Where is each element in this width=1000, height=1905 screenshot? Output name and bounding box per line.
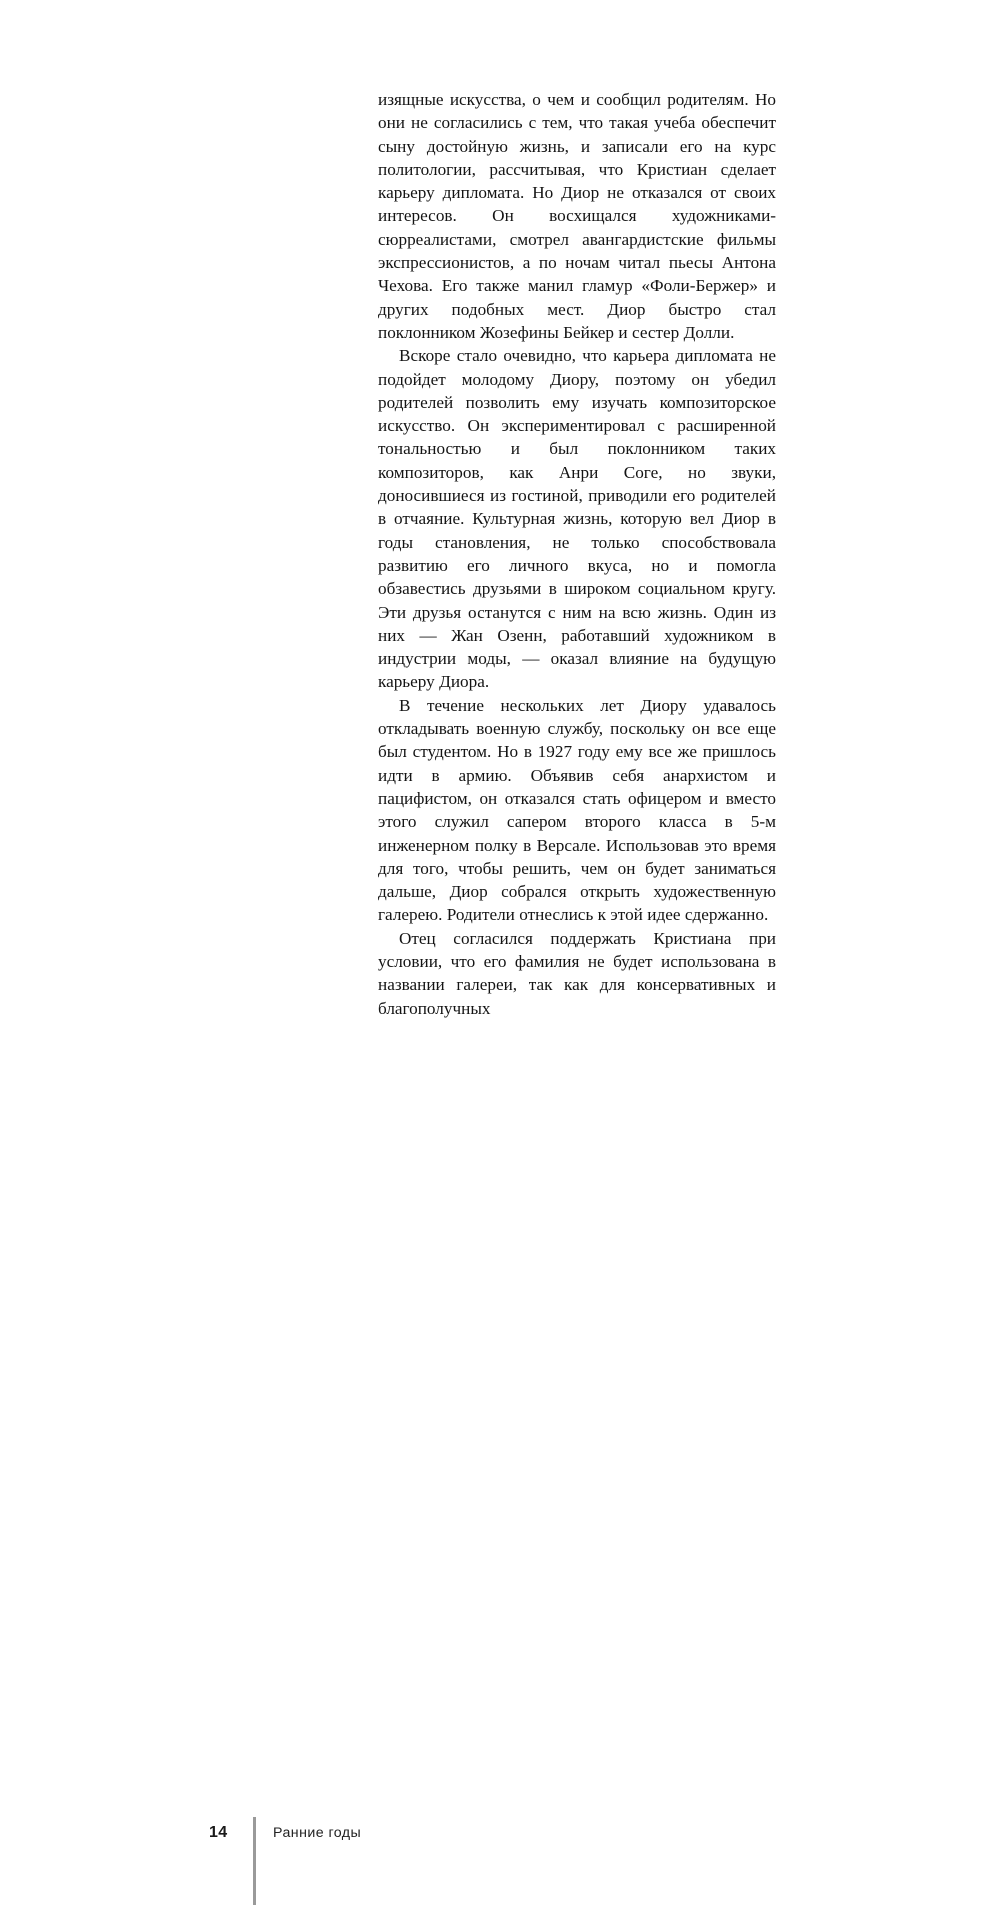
page-number: 14: [209, 1824, 228, 1841]
paragraph: изящные искусства, о чем и сообщил родителям. Но они не согласились с тем, что такая учеба обеспечит сыну достойную жизнь, и записали его на курс политологии, рассчитывая, что Кристиан сделает карьеру дипломата. Но Диор не отказался от своих интересов. Он восхищался художниками-сюрреалистами, смотрел авангардистские фильмы экспрессионистов, а по ночам читал пьесы Антона Чехова. Его также манил гламур «Фоли-Бержер» и других подобных мест. Диор быстро стал поклонником Жозефины Бейкер и сестер Долли.: [378, 90, 776, 342]
paragraph: В течение нескольких лет Диору удавалось откладывать военную службу, поскольку он все еще был студентом. Но в 1927 году ему все же пришлось идти в армию. Объявив себя анархистом и пацифистом, он отказался стать офицером и вместо этого служил сапером второго класса в 5-м инженерном полку в Версале. Использовав это время для того, чтобы решить, чем он будет заниматься дальше, Диор собрался открыть художественную галерею. Родители отнеслись к этой идее сдержанно.: [378, 695, 776, 925]
paragraph: Вскоре стало очевидно, что карьера дипломата не подойдет молодому Диору, поэтому он убедил родителей позволить ему изучать композиторское искусство. Он экспериментировал с расширенной тональностью и был поклонником таких композиторов, как Анри Соге, но звуки, доносившиеся из гостиной, приводили его родителей в отчаяние. Культурная жизнь, которую вел Диор в годы становления, не только способствовала развитию его личного вкуса, но и помогла обзавестись друзьями в широком социальном кругу. Эти друзья останутся с ним на всю жизнь. Один из них — Жан Озенн, работавший художником в индустрии моды, — оказал влияние на будущую карьеру Диора.: [378, 346, 776, 692]
page-footer: [0, 905, 1000, 1841]
running-head: Ранние годы: [273, 1825, 362, 1841]
footer-divider-rule: [253, 1817, 256, 1905]
body-text-column: [378, 88, 776, 1020]
paragraph: Отец согласился поддержать Кристиана при условии, что его фамилия не будет использована в названии галереи, так как для консервативных и благополучных: [378, 928, 776, 1018]
